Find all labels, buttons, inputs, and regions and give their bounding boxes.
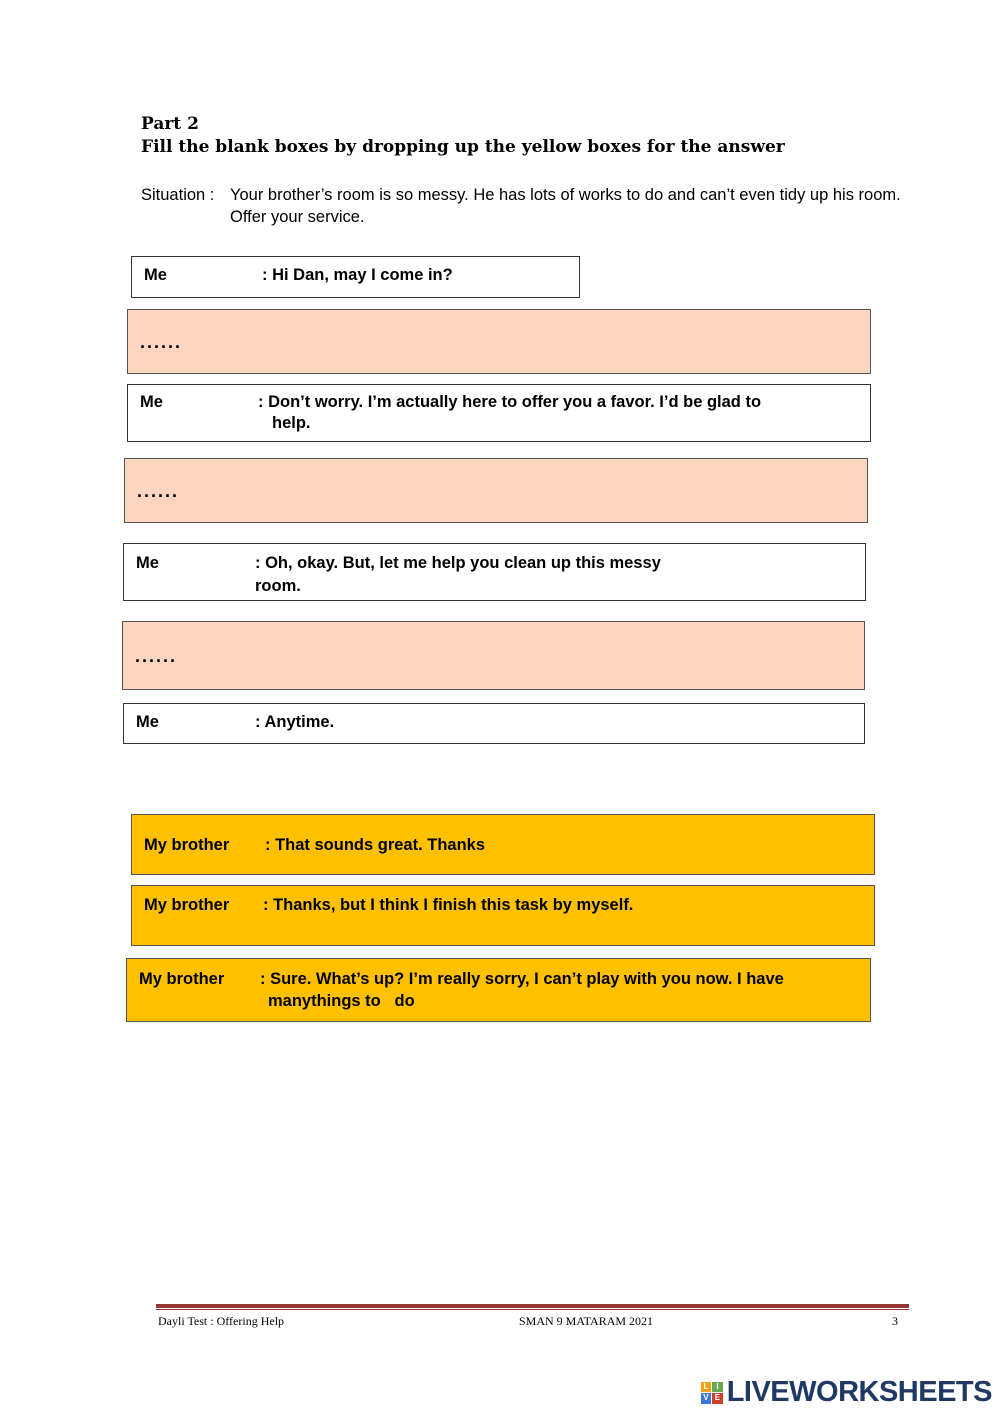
answer-text: : Sure. What’s up? I’m really sorry, I can’t play with you now. I have: [260, 970, 784, 988]
dialogue-line-1: [131, 256, 580, 298]
speaker-label: Me: [136, 554, 159, 572]
liveworksheets-wordmark: LIVEWORKSHEETS: [726, 1376, 992, 1408]
footer-rule: [156, 1304, 909, 1308]
footer-rule-thin: [156, 1309, 909, 1310]
line-text: : Oh, okay. But, let me help you clean up this messy: [255, 554, 661, 572]
speaker-label: Me: [144, 266, 167, 284]
answer-speaker: My brother: [144, 836, 230, 854]
answer-box-3[interactable]: [126, 958, 871, 1022]
blank-drop-box-1[interactable]: [127, 309, 871, 374]
footer-page-number: 3: [892, 1314, 898, 1328]
line-text: : Hi Dan, may I come in?: [262, 266, 453, 284]
dialogue-line-3: [123, 543, 866, 601]
blank-dots: ......: [137, 481, 180, 501]
blank-drop-box-3[interactable]: [122, 621, 865, 690]
answer-box-1[interactable]: [131, 814, 875, 875]
logo-tile-l: L: [701, 1382, 712, 1393]
dialogue-line-2: [127, 384, 871, 442]
situation-label: Situation :: [141, 186, 215, 204]
answer-text: : That sounds great. Thanks: [265, 836, 486, 854]
blank-drop-box-2[interactable]: [124, 458, 868, 523]
answer-text-continued: manythings to do: [268, 992, 415, 1010]
logo-tile-e: E: [712, 1393, 723, 1404]
line-text: : Don’t worry. I’m actually here to offer you a favor. I’d be glad to: [258, 393, 762, 411]
part-title: Part 2: [141, 114, 199, 134]
answer-box-2[interactable]: [131, 885, 875, 946]
line-text: : Anytime.: [255, 713, 335, 731]
liveworksheets-logo: [701, 1376, 992, 1409]
blank-dots: ......: [140, 332, 183, 352]
speaker-label: Me: [136, 713, 159, 731]
liveworksheets-icon: [701, 1382, 723, 1404]
dialogue-line-4: [123, 703, 865, 744]
footer-left-text: Dayli Test : Offering Help: [158, 1314, 285, 1328]
footer-center-text: SMAN 9 MATARAM 2021: [519, 1314, 654, 1328]
blank-dots: ......: [135, 646, 178, 666]
logo-tile-i: I: [712, 1382, 723, 1393]
situation: [141, 184, 921, 228]
answer-speaker: My brother: [144, 896, 230, 914]
answer-speaker: My brother: [139, 970, 225, 988]
logo-tile-v: V: [701, 1393, 712, 1404]
line-text-continued: help.: [272, 414, 311, 432]
speaker-label: Me: [140, 393, 163, 411]
answer-text: : Thanks, but I think I finish this task by myself.: [263, 896, 634, 914]
line-text-continued: room.: [255, 577, 301, 595]
instruction-text: Fill the blank boxes by dropping up the yellow boxes for the answer: [141, 137, 785, 157]
situation-text: Your brother’s room is so messy. He has lots of works to do and can’t even tidy up his room. Offer your service.: [230, 186, 901, 226]
